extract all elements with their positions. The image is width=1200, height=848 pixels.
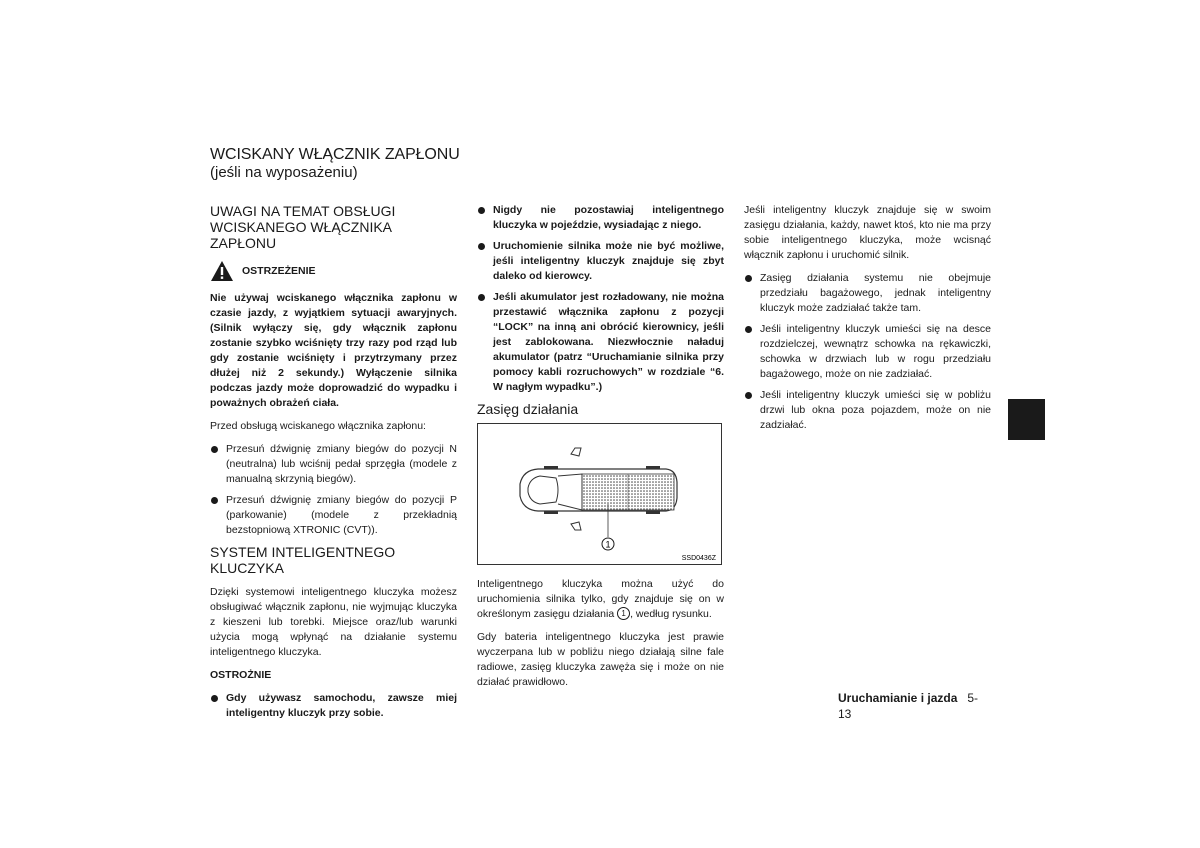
page-subtitle: (jeśli na wyposażeniu) — [210, 164, 358, 181]
list-item: Nigdy nie pozostawiaj inteligentnego kluczyka w pojeździe, wysiadając z niego. — [477, 203, 724, 233]
page-footer — [838, 690, 991, 722]
section-heading-notes: UWAGI NA TEMAT OBSŁUGI WCISKANEGO WŁĄCZNIKA ZAPŁONU — [210, 203, 396, 251]
range-paragraph-2: Gdy bateria inteligentnego kluczyka jest prawie wyczerpana lub w pobliżu niego działają silne fale radiowe, zasięg kluczyka zawęża się i może on nie działać prawidłowo. — [477, 631, 724, 688]
figure-marker-1: 1 — [605, 539, 611, 550]
smart-key-text: Dzięki systemowi inteligentnego kluczyka możesz obsługiwać włącznik zapłonu, nie wyjmując kluczyka z kieszeni lub torebki. Miejsce oraz/lub warunki użycia mogą wpłynąć na działanie systemu inteligentnego kluczyka. — [210, 586, 457, 658]
intro-text: Przed obsługą wciskanego włącznika zapłonu: — [210, 420, 426, 432]
bullet-dot — [211, 695, 218, 702]
figure-code: SSD0436Z — [681, 555, 716, 562]
list-item: Gdy używasz samochodu, zawsze miej inteligentny kluczyk przy sobie. — [210, 691, 457, 721]
column-2 — [477, 203, 724, 698]
bullet-dot — [211, 446, 218, 453]
list-item: Jeśli inteligentny kluczyk umieści się w pobliżu drzwi lub okna poza pojazdem, może on nie zadziałać. — [744, 388, 991, 433]
range-figure — [477, 423, 722, 565]
car-top-view-illustration — [478, 424, 721, 564]
warning-text: Nie używaj wciskanego włącznika zapłonu w czasie jazdy, z wyjątkiem sytuacji awaryjnych. (Silnik wyłączy się, gdy włącznik zapłonu zostanie szybko wciśnięty trzy razy pod rząd lub gdy zostanie wciśnięty i przytrzymany przez dłużej niż 2 sekundy.) Wyłączenie silnika podczas jazdy może doprowadzić do wypadku i poważnych obrażeń ciała. — [210, 292, 457, 409]
range-heading: Zasięg działania — [477, 401, 579, 417]
footer-section-title: Uruchamianie i jazda — [838, 691, 958, 705]
caution-label: OSTROŻNIE — [210, 669, 272, 681]
list-item: Przesuń dźwignię zmiany biegów do pozycji P (parkowanie) (modele z przekładnią bezstopniową XTRONIC (CVT)). — [210, 493, 457, 538]
bullet-dot — [478, 243, 485, 250]
list-item: Zasięg działania systemu nie obejmuje przedziału bagażowego, jednak inteligentny kluczyk może zadziałać także tam. — [744, 271, 991, 316]
column-1 — [210, 203, 457, 727]
range-paragraph-1: Inteligentnego kluczyka można użyć do uruchomienia silnika tylko, gdy znajduje się on w określonym zasięgu działania 1 , według rysunku. — [477, 578, 724, 620]
warning-triangle-icon — [210, 260, 234, 282]
bullet-dot — [211, 497, 218, 504]
bullet-dot — [745, 392, 752, 399]
circled-marker-1: 1 — [617, 607, 630, 620]
list-item: Uruchomienie silnika może nie być możliwe, jeśli inteligentny kluczyk znajduje się zbyt daleko od kierowcy. — [477, 239, 724, 284]
page-number: 5-13 — [838, 691, 979, 721]
list-item: Jeśli inteligentny kluczyk umieści się na desce rozdzielczej, wewnątrz schowka na rękawiczki, schowka w drzwiach lub w rogu przedziału bagażowego, może on nie zadziałać. — [744, 322, 991, 382]
column-3 — [744, 203, 991, 439]
page-title: WCISKANY WŁĄCZNIK ZAPŁONU — [210, 146, 460, 163]
list-item: Przesuń dźwignię zmiany biegów do pozycji N (neutralna) lub wciśnij pedał sprzęgła (modele z manualną skrzynią biegów). — [210, 442, 457, 487]
bullet-dot — [745, 326, 752, 333]
column-3-intro: Jeśli inteligentny kluczyk znajduje się w swoim zasięgu działania, każdy, nawet ktoś, kto nie ma przy sobie inteligentnego kluczyka, może wcisnąć włącznik zapłonu i uruchomić silnik. — [744, 204, 991, 261]
warning-label: OSTRZEŻENIE — [242, 264, 316, 277]
bullet-dot — [745, 275, 752, 282]
section-heading-smart-key: SYSTEM INTELIGENTNEGO KLUCZYKA — [210, 544, 396, 576]
warning-header — [210, 260, 457, 282]
bullet-dot — [478, 294, 485, 301]
bullet-dot — [478, 207, 485, 214]
chapter-tab-marker — [1008, 399, 1045, 440]
list-item: Jeśli akumulator jest rozładowany, nie można przestawić włącznika zapłonu z pozycji “LOCK” na inną ani obrócić kierownicy, jeśli jest zablokowana. Niezwłocznie naładuj akumulator (patrz “Uruchamianie silnika przy pomocy kabli rozruchowych” w rozdziale “6. W nagłym wypadku”.) — [477, 290, 724, 395]
